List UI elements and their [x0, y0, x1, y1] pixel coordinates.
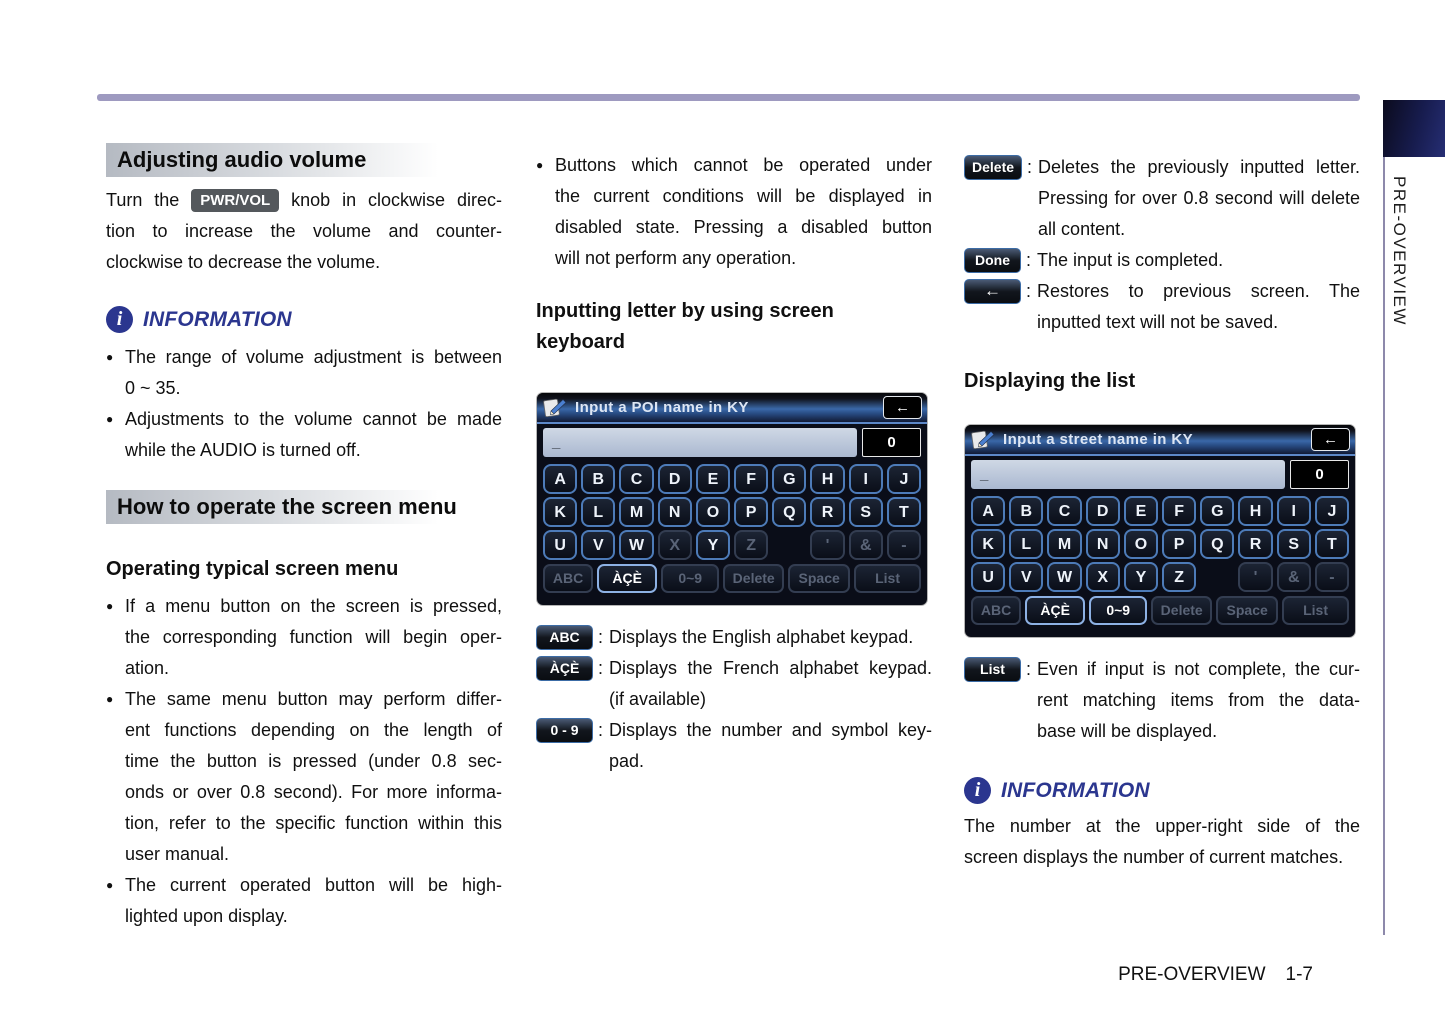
text-line: will not perform any operation. — [555, 248, 797, 268]
key-Q: Q — [772, 497, 806, 527]
list-button-badge: List — [964, 657, 1021, 682]
text-line: Pressing for over 0.8 second will delete — [1038, 188, 1360, 208]
text-line: the corresponding function will begin oper- — [125, 627, 502, 647]
left-column — [106, 143, 502, 932]
subheading-operating-typical-screen-menu: Operating typical screen menu — [106, 558, 399, 580]
keyboard-input-row — [965, 456, 1355, 493]
keyboard-title-bar — [537, 393, 927, 424]
key-T: T — [887, 497, 921, 527]
text-line: The range of volume adjustment is between — [125, 347, 502, 367]
information-header — [106, 302, 502, 336]
key-C: C — [619, 464, 653, 494]
key-X: X — [1086, 562, 1120, 592]
key-K: K — [971, 529, 1005, 559]
back-button: ← — [1311, 428, 1350, 451]
key-M: M — [619, 497, 653, 527]
text-line: tion, refer to the specific function within this — [125, 813, 502, 833]
back-button: ← — [883, 396, 922, 419]
bullet-icon: ● — [106, 412, 114, 426]
key-0~9: 0~9 — [1089, 596, 1147, 625]
section-heading-operate-screen-menu: How to operate the screen menu — [106, 490, 484, 524]
input-field: _ — [543, 428, 857, 457]
key-I: I — [849, 464, 883, 494]
key-R: R — [810, 497, 844, 527]
text-line: user manual. — [125, 844, 230, 864]
key-H: H — [810, 464, 844, 494]
text-line: Restores to previous screen. The — [1037, 281, 1360, 301]
information-paragraph — [964, 811, 1360, 873]
intro-paragraph-rest — [106, 216, 502, 278]
badge-legend — [964, 152, 1360, 338]
text-line: tion to increase the volume and counter- — [106, 221, 502, 241]
list-item — [106, 684, 502, 870]
side-margin-rule — [1383, 157, 1385, 935]
key-Z: Z — [734, 530, 768, 560]
key-&: & — [1277, 562, 1311, 592]
info-bullet-list — [106, 342, 502, 466]
text-line: base will be displayed. — [1037, 721, 1218, 741]
page-footer — [1118, 964, 1313, 986]
key-V: V — [1009, 562, 1043, 592]
bullet-icon: ● — [106, 878, 114, 892]
key-List: List — [854, 564, 921, 593]
bullet-icon: ● — [536, 158, 544, 172]
section-heading-adjusting-audio-volume: Adjusting audio volume — [106, 143, 484, 177]
intro-paragraph — [106, 185, 502, 278]
list-item — [106, 870, 502, 932]
chapter-corner-block — [1383, 100, 1445, 157]
key-ABC: ABC — [543, 564, 593, 593]
key-X: X — [658, 530, 692, 560]
key-M: M — [1047, 529, 1081, 559]
match-count: 0 — [1290, 460, 1349, 489]
list-item — [106, 404, 502, 466]
page-top-rule — [97, 94, 1360, 101]
text-line: lighted upon display. — [125, 906, 288, 926]
key-Q: Q — [1200, 529, 1234, 559]
list-item — [536, 150, 932, 274]
text-line: Displays the English alphabet keypad. — [609, 627, 914, 647]
key-R: R — [1238, 529, 1272, 559]
key-K: K — [543, 497, 577, 527]
note-pencil-icon — [542, 397, 568, 419]
subheading-inputting-letter — [536, 296, 932, 358]
information-header — [964, 773, 1360, 807]
key-H: H — [1238, 496, 1272, 526]
key-D: D — [658, 464, 692, 494]
text-line: The same menu button may perform differ- — [125, 689, 502, 709]
key-T: T — [1315, 529, 1349, 559]
text-line: time the button is pressed (under 0.8 sec- — [125, 751, 502, 771]
key-N: N — [658, 497, 692, 527]
chapter-side-label: PRE-OVERVIEW — [1390, 176, 1409, 326]
key-F: F — [1162, 496, 1196, 526]
key-E: E — [696, 464, 730, 494]
key-W: W — [1047, 562, 1081, 592]
keyboard-screenshot-street — [964, 424, 1356, 638]
information-icon: i — [964, 777, 991, 804]
key-O: O — [696, 497, 730, 527]
legend-row-delete: Delete : Deletes the previously inputted letter. Pressing for over 0.8 second will delete all content. — [964, 152, 1360, 245]
key-B: B — [1009, 496, 1043, 526]
key-G: G — [1200, 496, 1234, 526]
input-field: _ — [971, 460, 1285, 489]
text-line: The number at the upper-right side of the — [964, 816, 1360, 836]
pwr-vol-knob-badge: PWR/VOL — [191, 189, 279, 212]
subheading-displaying-the-list: Displaying the list — [964, 370, 1136, 392]
key-': ' — [1238, 562, 1272, 592]
key-J: J — [887, 464, 921, 494]
legend-row-numbers: 0 - 9 : Displays the number and symbol key- pad. — [536, 715, 932, 777]
key-A: A — [543, 464, 577, 494]
text-line: The input is completed. — [1037, 250, 1224, 270]
key-U: U — [543, 530, 577, 560]
text-line: clockwise to decrease the volume. — [106, 252, 381, 272]
match-count: 0 — [862, 428, 921, 457]
key-Y: Y — [696, 530, 730, 560]
keyboard-title: Input a POI name in KY — [575, 399, 749, 416]
badge-legend — [964, 654, 1360, 747]
list-item — [106, 591, 502, 684]
text-line: If a menu button on the screen is pressed, — [125, 596, 502, 616]
key-S: S — [849, 497, 883, 527]
badge-legend — [536, 622, 932, 777]
keyboard-title: Input a street name in KY — [1003, 431, 1194, 448]
text-line: keyboard — [536, 331, 625, 353]
text-line: Adjustments to the volume cannot be made — [125, 409, 502, 429]
key-W: W — [619, 530, 653, 560]
text-line: ent functions depending on the length of — [125, 720, 502, 740]
keyboard-keys — [965, 496, 1355, 625]
key-S: S — [1277, 529, 1311, 559]
text-line: 0 ~ 35. — [125, 378, 181, 398]
text-line: the current conditions will be displayed in — [555, 186, 932, 206]
keyboard-input-row — [537, 424, 927, 461]
key-L: L — [581, 497, 615, 527]
middle-column — [536, 150, 932, 777]
key-O: O — [1124, 529, 1158, 559]
keyboard-keys — [537, 464, 927, 593]
text-line: Displays the number and symbol key- — [609, 720, 932, 740]
information-label: INFORMATION — [1001, 778, 1150, 802]
key-Space: Space — [788, 564, 850, 593]
intro-text-pre: Turn the — [106, 190, 180, 210]
key-U: U — [971, 562, 1005, 592]
note-pencil-icon — [970, 429, 996, 451]
text-line: inputted text will not be saved. — [1037, 312, 1279, 332]
key-0~9: 0~9 — [661, 564, 719, 593]
text-line: all content. — [1038, 219, 1126, 239]
key--: - — [1315, 562, 1349, 592]
information-label: INFORMATION — [143, 307, 292, 331]
text-line: onds or over 0.8 second). For more informa- — [125, 782, 502, 802]
text-line: Buttons which cannot be operated under — [555, 155, 932, 175]
bullet-icon: ● — [106, 692, 114, 706]
bullet-icon: ● — [106, 350, 114, 364]
abc-button-badge: ABC — [536, 625, 593, 650]
right-column — [964, 152, 1360, 873]
keyboard-title-bar — [965, 425, 1355, 456]
key-ÀÇÈ: ÀÇÈ — [1025, 596, 1085, 625]
back-arrow-button-badge: ← — [964, 279, 1021, 304]
delete-button-badge: Delete — [964, 155, 1022, 180]
text-line: Deletes the previously inputted letter. — [1038, 157, 1360, 177]
legend-row-back: ← : Restores to previous screen. The inputted text will not be saved. — [964, 276, 1360, 338]
intro-text-post: knob in clockwise direc- — [291, 190, 502, 210]
list-item — [106, 342, 502, 404]
text-line: screen displays the number of current matches. — [964, 847, 1344, 867]
text-line: Even if input is not complete, the cur- — [1037, 659, 1360, 679]
text-line: ation. — [125, 658, 170, 678]
key-&: & — [849, 530, 883, 560]
key-Y: Y — [1124, 562, 1158, 592]
key-D: D — [1086, 496, 1120, 526]
key-N: N — [1086, 529, 1120, 559]
text-line: Displays the French alphabet keypad. — [609, 658, 932, 678]
text-line: (if available) — [609, 689, 707, 709]
text-line: rent matching items from the data- — [1037, 690, 1360, 710]
numbers-button-badge: 0 - 9 — [536, 718, 593, 743]
text-line: pad. — [609, 751, 645, 771]
key-J: J — [1315, 496, 1349, 526]
text-line: Inputting letter by using screen — [536, 300, 834, 322]
key-Delete: Delete — [1151, 596, 1212, 625]
legend-row-list: List : Even if input is not complete, the cur- rent matching items from the data- base will be displayed. — [964, 654, 1360, 747]
information-icon: i — [106, 306, 133, 333]
key-G: G — [772, 464, 806, 494]
key-E: E — [1124, 496, 1158, 526]
key-P: P — [1162, 529, 1196, 559]
bullet-icon: ● — [106, 599, 114, 613]
key-Delete: Delete — [723, 564, 784, 593]
legend-row-french: ÀÇÈ : Displays the French alphabet keypad. (if available) — [536, 653, 932, 715]
key-A: A — [971, 496, 1005, 526]
key-C: C — [1047, 496, 1081, 526]
text-line: The current operated button will be high- — [125, 875, 502, 895]
key-ÀÇÈ: ÀÇÈ — [597, 564, 657, 593]
legend-row-abc: ABC : Displays the English alphabet keypad. — [536, 622, 932, 653]
footer-page-number: 1-7 — [1285, 964, 1313, 985]
key-': ' — [810, 530, 844, 560]
key-V: V — [581, 530, 615, 560]
done-button-badge: Done — [964, 248, 1021, 273]
menu-bullet-list — [106, 591, 502, 932]
key-L: L — [1009, 529, 1043, 559]
text-line: disabled state. Pressing a disabled button — [555, 217, 932, 237]
key-Space: Space — [1216, 596, 1278, 625]
key-P: P — [734, 497, 768, 527]
french-button-badge: ÀÇÈ — [536, 656, 593, 681]
text-line: while the AUDIO is turned off. — [125, 440, 361, 460]
legend-row-done: Done : The input is completed. — [964, 245, 1360, 276]
key-F: F — [734, 464, 768, 494]
key-B: B — [581, 464, 615, 494]
key-Z: Z — [1162, 562, 1196, 592]
keyboard-screenshot-poi — [536, 392, 928, 606]
key-I: I — [1277, 496, 1311, 526]
footer-section: PRE-OVERVIEW — [1118, 964, 1266, 985]
key-List: List — [1282, 596, 1349, 625]
key-ABC: ABC — [971, 596, 1021, 625]
key--: - — [887, 530, 921, 560]
